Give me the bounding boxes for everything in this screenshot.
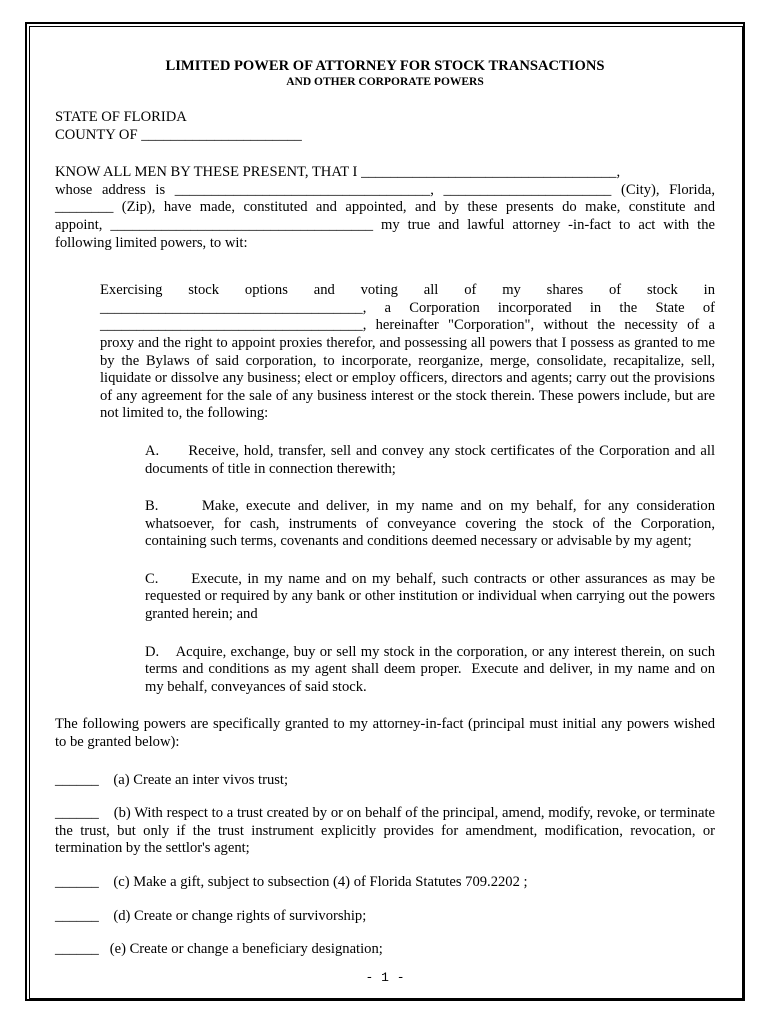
page-number: - 1 - [365,970,405,985]
document-title: LIMITED POWER OF ATTORNEY FOR STOCK TRANSACTIONS [165,58,605,74]
power-e: ______ (e) Create or change a beneficiary designation; [55,941,383,958]
power-d: ______ (d) Create or change rights of survivorship; [55,907,367,924]
intro-line: following limited powers, to wit: [55,234,248,251]
item-a: A. Receive, hold, transfer, sell and convey any stock certificates of the Corporation and all documents of title in connection therewith; [145,442,719,477]
intro-line: ________ (Zip), have made, constituted and appointed, and by these presents do make, constitute and [55,199,715,216]
power-a: ______ (a) Create an inter vivos trust; [55,771,289,788]
item-c: C. Execute, in my name and on my behalf, such contracts or other assurances as may be requested or required by any bank or other institution or individual when carrying out the powers granted herein; and [145,570,719,623]
state-line: STATE OF FLORIDA [55,109,187,125]
exercising-line: Exercising stock options and voting all of my shares of stock in [100,282,715,299]
item-d: D. Acquire, exchange, buy or sell my stock in the corporation, or any interest therein, on such terms and conditions as my agent shall deem proper. Execute and deliver, in my name and on my behalf, conveyances of said stock. [145,643,719,695]
document-body [55,58,719,959]
exercising-rest: proxy and the right to appoint proxies therefor, and possessing all powers that I possess as granted to me by the Bylaws of said corporation, to incorporate, reorganize, merge, consolidate, recapitalize, sell, liquidate or dissolve any business; elect or employ officers, directors and agents; carry out the provisions of any agreement for the sale of any business interest or the stock therein. These powers include, but are not limited to, the following: [100,334,715,422]
intro-paragraph [55,164,715,252]
power-b: ______ (b) With respect to a trust created by or on behalf of the principal, amend, modify, revoke, or terminate the trust, but only if the trust instrument explicitly provides for amendment, modification, revocation, or termination by the settlor's agent; [55,805,719,857]
exercising-paragraph [100,282,715,423]
item-b: B. Make, execute and deliver, in my name and on my behalf, for any consideration whatsoever, for cash, instruments of conveyance covering the stock of the Corporation, containing such terms, covenants and conditions deemed necessary or advisable by my agent; [145,498,719,550]
county-line: COUNTY OF ______________________ [55,126,302,143]
exercising-line: ____________________________________, hereinafter "Corporation", without the necessity of a [100,317,715,334]
intro-line: KNOW ALL MEN BY THESE PRESENT, THAT I ___________________________________, [55,164,621,181]
intro-line: appoint, ____________________________________ my true and lawful attorney -in-fact to act with the [55,216,715,233]
power-c: ______ (c) Make a gift, subject to subsection (4) of Florida Statutes 709.2202 ; [55,874,528,890]
document-subtitle: AND OTHER CORPORATE POWERS [286,76,484,88]
following-powers: The following powers are specifically granted to my attorney-in-fact (principal must initial any powers wished to be granted below): [55,716,715,751]
intro-line: whose address is ___________________________________, _______________________ (City), Florida, [55,181,715,198]
exercising-line: ____________________________________, a Corporation incorporated in the State of [100,299,715,316]
